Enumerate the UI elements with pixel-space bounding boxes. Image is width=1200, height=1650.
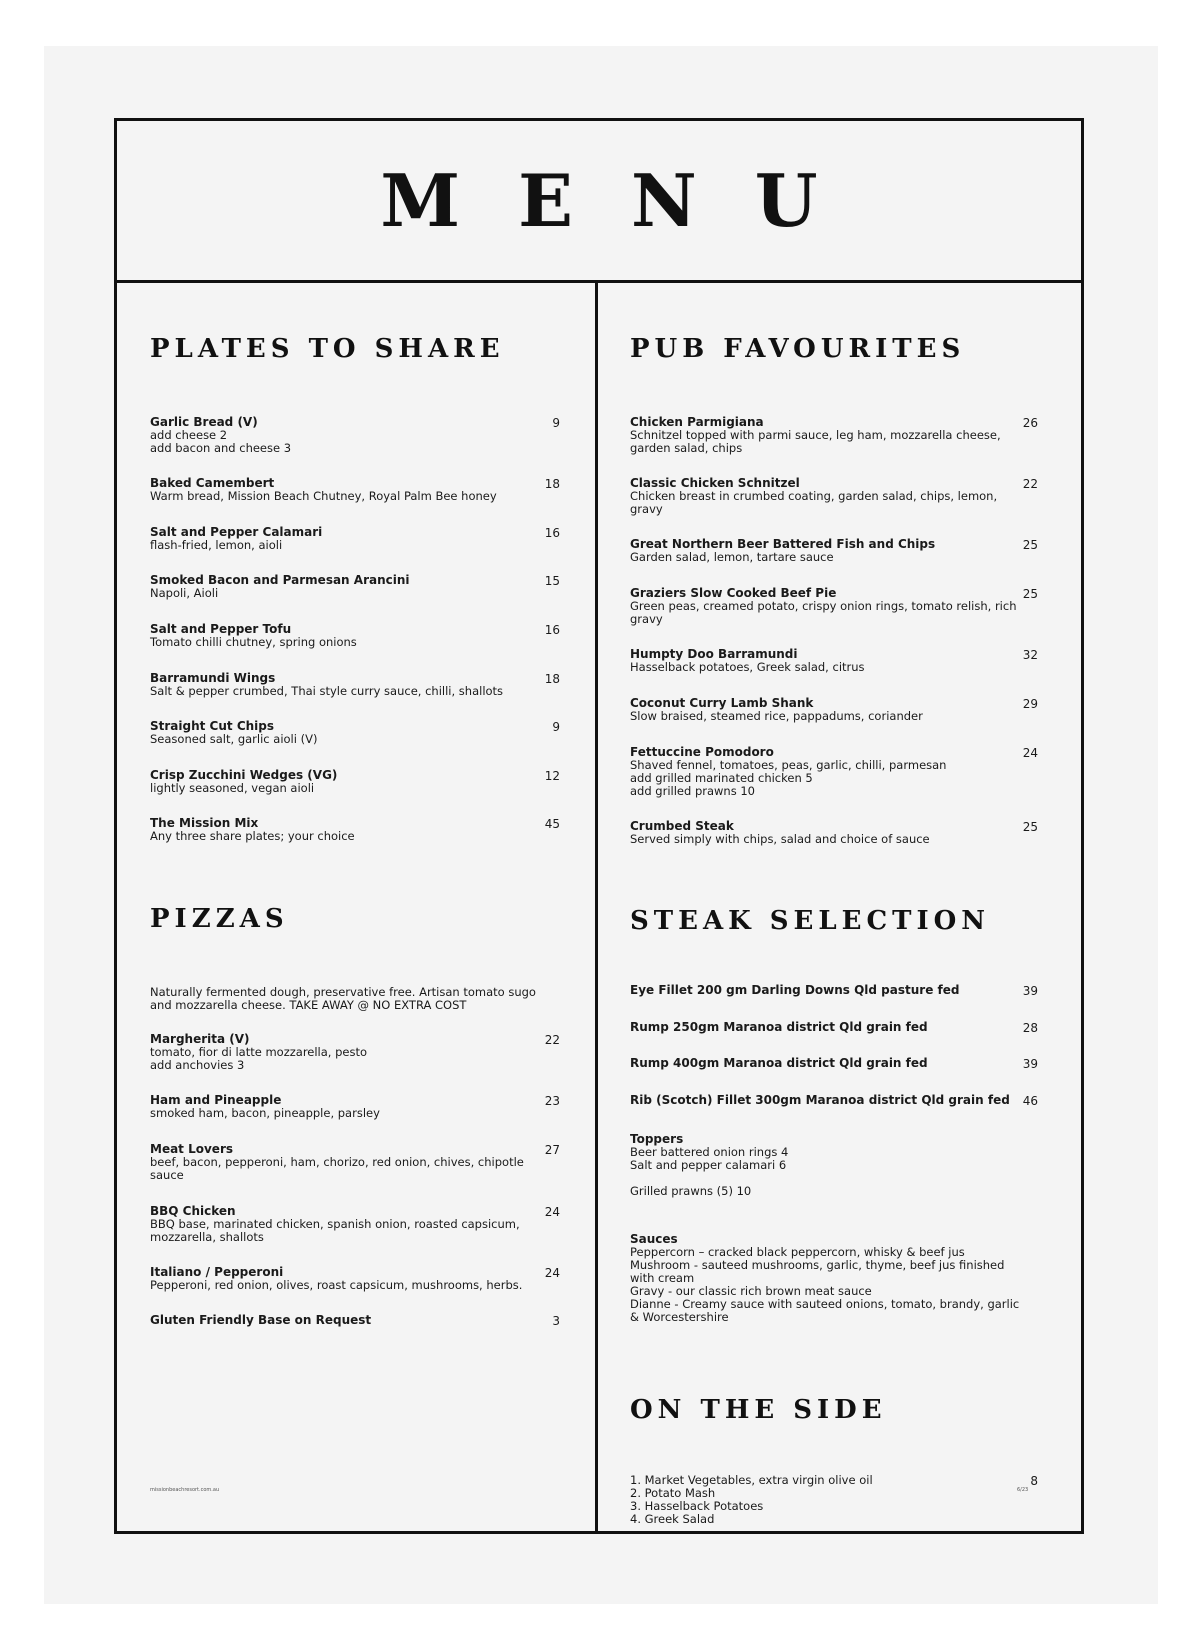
plates-item-name: Barramundi Wings (150, 671, 276, 685)
pizza-item-name: Margherita (V) (150, 1032, 250, 1046)
plates-item (150, 817, 355, 843)
pub-item-price: 26 (1022, 416, 1038, 430)
pub-item-name: Chicken Parmigiana (630, 415, 764, 429)
pizza-item (150, 1143, 524, 1182)
plates-item-name: Salt and Pepper Tofu (150, 622, 292, 636)
plates-item-price: 9 (552, 416, 560, 430)
pub-item-name: Humpty Doo Barramundi (630, 647, 798, 661)
pizzas-intro (150, 986, 536, 1012)
pub-item-price: 29 (1022, 697, 1038, 711)
pizza-item-name: Ham and Pineapple (150, 1093, 282, 1107)
pizza-item-price: 24 (544, 1205, 560, 1219)
side-price: 8 (1030, 1474, 1038, 1488)
footer-url: missionbeachresort.com.au (150, 1487, 220, 1493)
date-code: 6/23 (1017, 1487, 1029, 1493)
plates-item-price: 12 (544, 769, 560, 783)
plates-item-price: 16 (544, 623, 560, 637)
plates-item-description: Any three share plates; your choice (150, 829, 355, 843)
plates-item-name: Smoked Bacon and Parmesan Arancini (150, 573, 410, 587)
pub-item-description: Slow braised, steamed rice, pappadums, coriander (630, 709, 923, 723)
pub-item (630, 697, 923, 723)
plates-item-name: Crisp Zucchini Wedges (VG) (150, 768, 338, 782)
pizzas-heading: PIZZAS (150, 904, 289, 934)
plates-item-name: Salt and Pepper Calamari (150, 525, 323, 539)
steak-item-price: 39 (1022, 1057, 1038, 1071)
plates-item-name: Baked Camembert (150, 476, 275, 490)
sauces-lines: Peppercorn – cracked black peppercorn, whisky & beef jus Mushroom - sauteed mushrooms, garlic, thyme, beef jus finished with cream Gravy - our classic rich brown meat sauce Dianne - Creamy sauce with sauteed onions, tomato, brandy, garlic & Worcestershire (630, 1245, 1020, 1324)
plates-item (150, 416, 291, 455)
steak-item-price: 39 (1022, 984, 1038, 998)
steak-item-name: Eye Fillet 200 gm Darling Downs Qld pasture fed (630, 983, 960, 997)
pizzas-intro-line: and mozzarella cheese. TAKE AWAY @ NO EXTRA COST (150, 998, 467, 1012)
pub-item (630, 538, 935, 564)
plates-item-price: 18 (544, 477, 560, 491)
plates-item (150, 623, 357, 649)
pub-item (630, 648, 865, 674)
pub-item-name: Graziers Slow Cooked Beef Pie (630, 586, 837, 600)
pub-item-price: 25 (1022, 587, 1038, 601)
pub-item-description: Green peas, creamed potato, crispy onion rings, tomato relish, rich gravy (630, 599, 1017, 626)
plates-item-price: 18 (544, 672, 560, 686)
pub-item-name: Fettuccine Pomodoro (630, 745, 774, 759)
pizzas-intro-line: Naturally fermented dough, preservative free. Artisan tomato sugo (150, 985, 536, 999)
column-divider (595, 280, 598, 1531)
pub-item-name: Classic Chicken Schnitzel (630, 476, 800, 490)
pub-item-price: 22 (1022, 477, 1038, 491)
plates-heading: PLATES TO SHARE (150, 334, 505, 364)
pizza-item-description: beef, bacon, pepperoni, ham, chorizo, red onion, chives, chipotle sauce (150, 1155, 524, 1182)
toppers-block (630, 1133, 788, 1198)
pub-item-description: Shaved fennel, tomatoes, peas, garlic, chilli, parmesan add grilled marinated chicken 5 add grilled prawns 10 (630, 758, 947, 798)
steak-item-price: 46 (1022, 1094, 1038, 1108)
menu-title: MENU (380, 158, 876, 243)
steak-item-name: Rump 400gm Maranoa district Qld grain fed (630, 1056, 928, 1070)
pizza-item-name: Italiano / Pepperoni (150, 1265, 284, 1279)
side-heading: ON THE SIDE (630, 1395, 887, 1425)
pub-item (630, 587, 1016, 626)
pub-item-price: 32 (1022, 648, 1038, 662)
pizza-item-description: Pepperoni, red onion, olives, roast capsicum, mushrooms, herbs. (150, 1278, 523, 1292)
side-block (630, 1474, 873, 1526)
pub-heading: PUB FAVOURITES (630, 334, 966, 364)
pub-item-description: Schnitzel topped with parmi sauce, leg ham, mozzarella cheese, garden salad, chips (630, 428, 1001, 455)
steak-item-name: Rib (Scotch) Fillet 300gm Maranoa district Qld grain fed (630, 1093, 1010, 1107)
pizza-item-name: Meat Lovers (150, 1142, 234, 1156)
plates-item (150, 769, 337, 795)
pizza-item-price: 24 (544, 1266, 560, 1280)
pizza-item (150, 1314, 371, 1327)
plates-item-description: Salt & pepper crumbed, Thai style curry sauce, chilli, shallots (150, 684, 504, 698)
pizza-item-price: 22 (544, 1033, 560, 1047)
plates-item-description: Tomato chilli chutney, spring onions (150, 635, 357, 649)
plates-item (150, 672, 503, 698)
plates-item-description: add cheese 2 add bacon and cheese 3 (150, 428, 292, 455)
pizza-item-description: smoked ham, bacon, pineapple, parsley (150, 1106, 380, 1120)
plates-item-name: Garlic Bread (V) (150, 415, 258, 429)
plates-item-description: Napoli, Aioli (150, 586, 219, 600)
plates-item-price: 16 (544, 526, 560, 540)
pizza-item-name: BBQ Chicken (150, 1204, 236, 1218)
plates-item (150, 526, 322, 552)
side-lines: 1. Market Vegetables, extra virgin olive oil 2. Potato Mash 3. Hasselback Potatoes 4. Greek Salad (630, 1473, 873, 1526)
pub-item-name: Crumbed Steak (630, 819, 734, 833)
steak-item (630, 984, 959, 997)
pub-item-description: Hasselback potatoes, Greek salad, citrus (630, 660, 865, 674)
plates-item-name: The Mission Mix (150, 816, 259, 830)
pizza-item (150, 1033, 367, 1072)
pub-item-price: 25 (1022, 820, 1038, 834)
steak-heading: STEAK SELECTION (630, 906, 991, 936)
pub-item (630, 746, 946, 798)
pub-item-name: Great Northern Beer Battered Fish and Chips (630, 537, 936, 551)
plates-item-name: Straight Cut Chips (150, 719, 275, 733)
steak-item (630, 1057, 928, 1070)
plates-item (150, 574, 410, 600)
steak-item (630, 1094, 1010, 1107)
pub-item-description: Chicken breast in crumbed coating, garden salad, chips, lemon, gravy (630, 489, 998, 516)
pizza-item (150, 1266, 522, 1292)
steak-item-name: Rump 250gm Maranoa district Qld grain fed (630, 1020, 928, 1034)
pizza-item-price: 27 (544, 1143, 560, 1157)
steak-item (630, 1021, 928, 1034)
plates-item-description: flash-fried, lemon, aioli (150, 538, 283, 552)
pub-item-price: 24 (1022, 746, 1038, 760)
toppers-lines: Beer battered onion rings 4 Salt and pepper calamari 6 Grilled prawns (5) 10 (630, 1145, 789, 1198)
plates-item-price: 45 (544, 817, 560, 831)
plates-item-description: Warm bread, Mission Beach Chutney, Royal Palm Bee honey (150, 489, 497, 503)
pub-item-description: Served simply with chips, salad and choice of sauce (630, 832, 930, 846)
steak-item-price: 28 (1022, 1021, 1038, 1035)
pub-item-description: Garden salad, lemon, tartare sauce (630, 550, 834, 564)
pizza-item-price: 3 (552, 1314, 560, 1328)
plates-item-description: Seasoned salt, garlic aioli (V) (150, 732, 318, 746)
pizza-item (150, 1094, 380, 1120)
pizza-item-name: Gluten Friendly Base on Request (150, 1313, 372, 1327)
pizza-item-description: tomato, fior di latte mozzarella, pesto add anchovies 3 (150, 1045, 368, 1072)
toppers-title: Toppers (630, 1132, 684, 1146)
plates-item-price: 15 (544, 574, 560, 588)
sauces-block (630, 1233, 1019, 1324)
plates-item-description: lightly seasoned, vegan aioli (150, 781, 315, 795)
pizza-item (150, 1205, 520, 1244)
pub-item (630, 416, 1001, 455)
plates-item (150, 477, 497, 503)
pub-item (630, 820, 930, 846)
pub-item-price: 25 (1022, 538, 1038, 552)
pizza-item-description: BBQ base, marinated chicken, spanish onion, roasted capsicum, mozzarella, shallots (150, 1217, 520, 1244)
plates-item-price: 9 (552, 720, 560, 734)
pub-item-name: Coconut Curry Lamb Shank (630, 696, 814, 710)
pizza-item-price: 23 (544, 1094, 560, 1108)
title-box (117, 121, 1081, 283)
sauces-title: Sauces (630, 1232, 678, 1246)
pub-item (630, 477, 997, 516)
plates-item (150, 720, 317, 746)
